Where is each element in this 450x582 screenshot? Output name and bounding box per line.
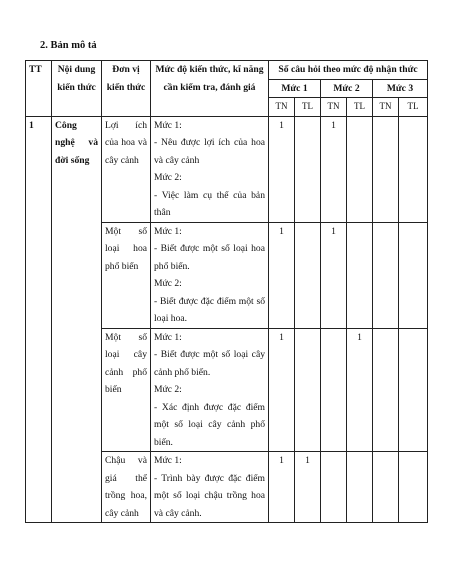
unit-cell: Một số loại hoa phổ biến: [102, 222, 151, 328]
count-cell: [321, 452, 347, 523]
description-line: Mức 2:: [154, 278, 182, 289]
count-cell: 1: [347, 328, 373, 452]
count-cell: [295, 116, 321, 222]
description-line: Mức 2:: [154, 384, 182, 395]
count-cell: [373, 222, 399, 328]
description-cell: [151, 452, 269, 523]
count-cell: [321, 328, 347, 452]
count-cell: [399, 452, 428, 523]
count-cell: [347, 452, 373, 523]
header-tn: TN: [269, 98, 295, 117]
count-cell: [399, 222, 428, 328]
header-unit: Đơn vị kiến thức: [102, 61, 151, 117]
description-cell: [151, 328, 269, 452]
header-muc2: Mức 2: [321, 79, 373, 98]
description-line: - Biết được đặc điểm một số loại hoa.: [154, 295, 265, 324]
count-cell: [295, 222, 321, 328]
header-tn: TN: [321, 98, 347, 117]
description-cell: [151, 116, 269, 222]
count-cell: [373, 116, 399, 222]
unit-cell: Lợi ích của hoa và cây cảnh: [102, 116, 151, 222]
section-number: 1: [26, 116, 52, 523]
count-cell: [347, 116, 373, 222]
header-content: Nội dung kiến thức: [52, 61, 102, 117]
count-cell: [399, 328, 428, 452]
count-cell: [373, 328, 399, 452]
description-table: [25, 60, 428, 523]
section-topic: Công nghệ và đời sống: [52, 116, 102, 523]
unit-cell: Một số loại cây cảnh phổ biến: [102, 328, 151, 452]
description-line: Mức 1:: [154, 455, 182, 466]
description-line: - Nêu được lợi ích của hoa và cây cảnh: [154, 137, 265, 166]
count-cell: 1: [269, 328, 295, 452]
count-cell: [347, 222, 373, 328]
header-muc3: Mức 3: [373, 79, 428, 98]
header-tn: TN: [373, 98, 399, 117]
description-cell: [151, 222, 269, 328]
count-cell: [399, 116, 428, 222]
header-tl: TL: [347, 98, 373, 117]
header-levels: Mức độ kiến thức, kĩ năng cần kiểm tra, đánh giá: [151, 61, 269, 117]
description-line: Mức 2:: [154, 172, 182, 183]
description-line: Mức 1:: [154, 331, 182, 343]
count-cell: 1: [269, 116, 295, 222]
unit-cell: Chậu và giá thể trồng hoa, cây cảnh: [102, 452, 151, 523]
count-cell: 1: [295, 452, 321, 523]
count-cell: 1: [269, 452, 295, 523]
description-line: - Việc làm cụ thể của bản thân: [154, 189, 265, 218]
description-line: Mức 1:: [154, 225, 182, 237]
header-muc1: Mức 1: [269, 79, 321, 98]
header-questions: Số câu hỏi theo mức độ nhận thức: [269, 61, 428, 80]
description-line: Mức 1:: [154, 119, 182, 131]
description-line: - Biết được một số loại hoa phổ biến.: [154, 243, 265, 272]
description-line: - Trình bày được đặc điểm một số loại chậu trồng hoa và cây cảnh.: [154, 472, 265, 519]
description-line: - Biết được một số loại cây cảnh phổ biến.: [154, 349, 265, 378]
count-cell: 1: [321, 116, 347, 222]
header-row: [26, 61, 428, 80]
header-tt: TT: [26, 61, 52, 117]
description-line: - Xác định được đặc điểm một số loại cây cảnh phổ biến.: [154, 401, 265, 448]
count-cell: [373, 452, 399, 523]
count-cell: 1: [269, 222, 295, 328]
count-cell: [295, 328, 321, 452]
table-row: [26, 116, 428, 222]
header-tl: TL: [399, 98, 428, 117]
header-tl: TL: [295, 98, 321, 117]
section-title: 2. Bản mô tả: [40, 40, 97, 51]
count-cell: 1: [321, 222, 347, 328]
